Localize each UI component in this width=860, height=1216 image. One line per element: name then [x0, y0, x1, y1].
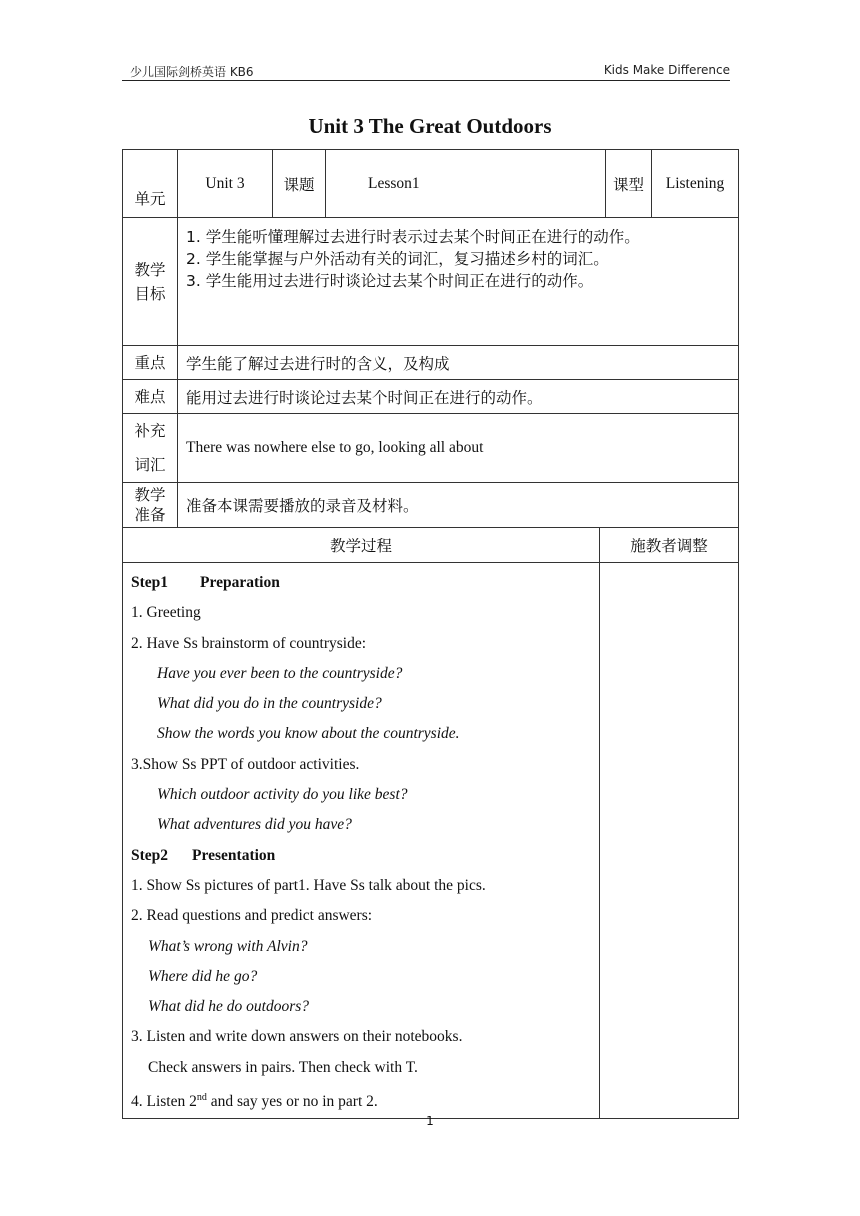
process-line: 3.Show Ss PPT of outdoor activities.: [131, 755, 360, 773]
type-value: Listening: [652, 150, 739, 218]
prep-label-line-2: 准备: [134, 506, 166, 524]
key-point-value: 学生能了解过去进行时的含义，及构成: [178, 346, 739, 380]
step-number: Step1: [131, 574, 169, 591]
vocab-row: [123, 414, 739, 483]
step-name: Presentation: [192, 846, 276, 864]
difficulty-value: 能用过去进行时谈论过去某个时间正在进行的动作。: [178, 380, 739, 414]
process-header-left: 教学过程: [123, 528, 600, 563]
header-right-text: Kids Make Difference: [603, 63, 730, 77]
type-label: 课型: [606, 150, 652, 218]
process-line: Check answers in pairs. Then check with T.: [148, 1058, 418, 1076]
process-question: Show the words you know about the countryside.: [157, 725, 460, 743]
step-heading: [131, 846, 599, 876]
process-question: Which outdoor activity do you like best?: [157, 786, 408, 804]
process-question: Have you ever been to the countryside?: [157, 664, 403, 682]
process-line-text: 4. Listen 2: [131, 1093, 197, 1111]
prep-label-line-1: 教学: [134, 486, 166, 504]
goals-label-line-2: 目标: [134, 284, 166, 303]
goals-list: [178, 218, 739, 346]
document-title: Unit 3 The Great Outdoors: [308, 114, 552, 138]
vocab-label-line-2: 词汇: [134, 456, 166, 474]
goals-row: [123, 218, 739, 346]
goal-item: 3. 学生能用过去进行时谈论过去某个时间正在进行的动作。: [186, 272, 594, 290]
process-line-text: and say yes or no in part 2.: [206, 1093, 378, 1111]
header-divider: [122, 80, 730, 81]
vocab-label-line-1: 补充: [134, 422, 166, 440]
topic-value: Lesson1: [326, 150, 606, 218]
prep-label: [123, 483, 178, 528]
process-line: 2. Have Ss brainstorm of countryside:: [131, 634, 367, 652]
process-line: 2. Read questions and predict answers:: [131, 907, 373, 925]
process-header-right: 施教者调整: [600, 528, 739, 563]
prep-row: [123, 483, 739, 528]
ordinal-suffix: nd: [196, 1092, 207, 1104]
step-number: Step2: [131, 846, 169, 864]
process-line: 1. Greeting: [131, 604, 201, 622]
process-question: What did you do in the countryside?: [157, 695, 382, 713]
difficulty-row: [123, 380, 739, 414]
page-number: 1: [426, 1114, 434, 1128]
header-left-text: 少儿国际剑桥英语 KB6: [130, 65, 254, 79]
process-question: What did he do outdoors?: [148, 998, 310, 1016]
vocab-label: [123, 414, 178, 483]
lesson-plan-table: [122, 149, 739, 1119]
unit-label: 单元: [123, 150, 178, 218]
key-point-label: 重点: [123, 346, 178, 380]
process-content: [123, 563, 600, 1119]
process-row: [123, 563, 739, 1119]
goal-item: 2. 学生能掌握与户外活动有关的词汇，复习描述乡村的词汇。: [186, 250, 609, 268]
process-header-row: [123, 528, 739, 563]
goals-label-line-1: 教学: [134, 260, 166, 279]
process-question: Where did he go?: [148, 967, 258, 985]
step-name: Preparation: [200, 574, 280, 591]
goals-label: [123, 218, 178, 346]
process-question: What adventures did you have?: [157, 816, 352, 834]
process-line: 1. Show Ss pictures of part1. Have Ss talk about the pics.: [131, 876, 486, 894]
vocab-value: There was nowhere else to go, looking all about: [178, 414, 739, 483]
goal-item: 1. 学生能听懂理解过去进行时表示过去某个时间正在进行的动作。: [186, 228, 640, 246]
teacher-adjustment-cell: [600, 563, 739, 1119]
unit-value: Unit 3: [178, 150, 273, 218]
process-question: What’s wrong with Alvin?: [148, 937, 308, 955]
info-row: [123, 150, 739, 218]
prep-value: 准备本课需要播放的录音及材料。: [178, 483, 739, 528]
key-point-row: [123, 346, 739, 380]
difficulty-label: 难点: [123, 380, 178, 414]
topic-label: 课题: [273, 150, 326, 218]
process-line: 3. Listen and write down answers on their notebooks.: [131, 1028, 463, 1046]
step-heading: [131, 573, 599, 603]
